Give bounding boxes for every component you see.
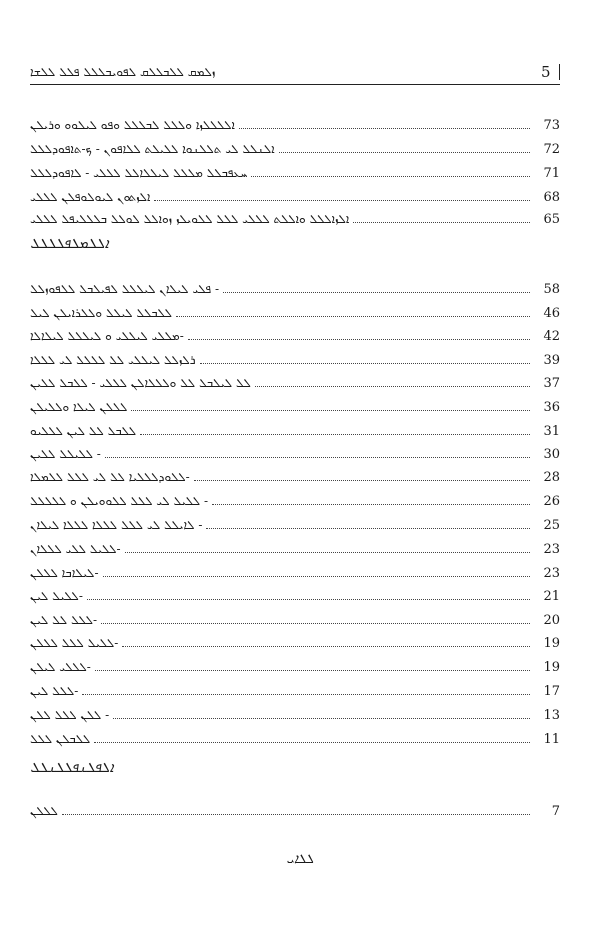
toc-entry[interactable]: ܠܠܝܠ ܠܝܢ- 21 [30, 588, 560, 604]
toc-entry[interactable]: ܠܠܒܠܢ ܠܠܠ 11 [30, 731, 560, 747]
toc-page-number: 20 [543, 612, 560, 628]
toc-entry[interactable]: ܠܠܝܠ ܠܠܠ ܠܠܠܢ- 19 [30, 635, 560, 651]
toc-page-number: 68 [543, 189, 560, 205]
toc-entry[interactable]: ܠܠܠܝ ܠܝܠܢ- 19 [30, 659, 560, 675]
header-page-number: 5 [541, 63, 560, 84]
toc-entry[interactable]: ܠܠܠ ܠܠ ܠܝܢ- 20 [30, 612, 560, 628]
toc-page-number: 31 [543, 423, 560, 439]
toc-page-number: 65 [543, 211, 560, 227]
toc-page-number: 36 [543, 399, 560, 415]
toc-entry[interactable]: ܡܠܠܝ ܠܝܠܠܝ ܘ ܠܝܠܠܠ ܠܝܠܐܠܐ- 42 [30, 328, 560, 344]
toc-entry[interactable]: ܠܠܢ ܠܠܠ ܠܠܢ - 13 [30, 707, 560, 723]
toc-page-number: 7 [551, 803, 560, 819]
toc-page-number: 72 [543, 141, 560, 157]
toc-page-number: 39 [543, 352, 560, 368]
header-title: ܙܠܡܩ ܠܠܒܠܠܩ ܠܦܘܝܒܠܠܠ ܦܠܠ ܠܠܫܐ [30, 65, 216, 79]
toc-page-number: 37 [543, 375, 560, 391]
toc-page-number: 17 [543, 683, 560, 699]
toc-page-number: 19 [543, 635, 560, 651]
page-header [30, 58, 560, 85]
toc-entry[interactable]: ܪܠܙܠܠ ܠܝܠܠܝ ܠܠ ܠܠܠܠ ܠܝ ܠܠܠܐ 39 [30, 352, 560, 368]
toc-page-number: 26 [543, 493, 560, 509]
toc-page-number: 58 [543, 281, 560, 297]
toc-entry[interactable]: ܐܠܢܠܠ ܠܝ ܬܠܠܢܘܐ ܠܠܝܠܬ ܠܠܐܦܘܢ - ܟ-ܬܐܦܘܕܠܠܠ 72 [30, 141, 560, 157]
toc-entry[interactable]: ܠܠܝܠܠ ܠܠܝܢ - 30 [30, 446, 560, 462]
toc-entry[interactable]: ܚܥܦܒܠܠ ܡܠܠܠ ܠܝܠܠܐܠܠ ܠܠܠܝ - ܠܐܦܘܕܠܠܠ 71 [30, 165, 560, 181]
section-heading: ܐܠܠܡܠܦܠܠܠܠ [30, 236, 109, 252]
toc-entry[interactable]: ܦܠܝ ܠܝܠܐܢ ܠܝܠܠܠ ܠܦܝܠܒܠ ܠܠܦܘܙܠܠ - 58 [30, 281, 560, 297]
toc-page-number: 42 [543, 328, 560, 344]
toc-entry[interactable]: ܠܠܘܕܠܠܠܝܐ ܠܠ ܠܝ ܠܠܠ ܠܠܡܠܐ- 28 [30, 469, 560, 485]
toc-page-number: 21 [543, 588, 560, 604]
toc-entry[interactable]: ܠܐܝܠܠ ܠܝ ܠܠܠ ܠܠܠܐ ܠܠܠܐ ܠܝܠܐܢ - 25 [30, 517, 560, 533]
toc-entry[interactable]: ܠܠܠ ܠܝܢ- 17 [30, 683, 560, 699]
footer-ornament: ܠܠܐܝ [286, 852, 314, 867]
toc-page-number: 28 [543, 469, 560, 485]
toc-entry[interactable]: ܠܠܒܠ ܠܠ ܠܝܢ ܠܠܠܝܘ 31 [30, 423, 560, 439]
toc-page-number: 73 [543, 117, 560, 133]
toc-page-number: 11 [543, 731, 560, 747]
section-heading: ܐܠܦܠܢܦܠܠܢܠܠ [30, 760, 114, 776]
toc-entry[interactable]: ܐܠܙܬܘܢ ܠܝܘܠܘܦܠܢ ܠܠܠܝ 68 [30, 189, 560, 205]
toc-page-number: 25 [543, 517, 560, 533]
toc-page-number: 19 [543, 659, 560, 675]
toc-page-number: 23 [543, 565, 560, 581]
toc-entry[interactable]: ܠܠܝܠ ܠܠܝ ܠܠܠܐܢ- 23 [30, 541, 560, 557]
toc-entry[interactable]: ܠܠ ܠܝܠܒܠ ܠܠ ܘܠܠܠܐܠܢ ܠܠܠܝ - ܠܠܒܠ ܠܠܝܢ 37 [30, 375, 560, 391]
toc-entry[interactable]: ܐܠܠܠܠܙܐ ܘܠܠܠ ܠܒܠܠܠ ܘܦܘ ܠܝܠܘܘ ܘܪܝܠܢ 73 [30, 117, 560, 133]
toc-page-number: 30 [543, 446, 560, 462]
toc-entry[interactable]: ܠܠܒܠܠ ܠܝܠܠ ܘܠܠܪܐܝܠܢ ܠܝܠ 46 [30, 305, 560, 321]
toc-page-number: 13 [543, 707, 560, 723]
toc-page-number: 46 [543, 305, 560, 321]
toc-entry[interactable]: ܠܠܠܢ 7 [30, 803, 560, 819]
toc-entry[interactable]: ܐܠܙܐܠܠܠ ܘܐܠܠܬ ܠܠܠܝ ܠܠܠ ܠܠܘܝܠܙ ܙܘܐܠܠ ܠܘܠܠ ܒܠܠܠܝܦܠ ܠܠܠܝ 65 [30, 211, 560, 227]
toc-page-number: 71 [543, 165, 560, 181]
toc-page-number: 23 [543, 541, 560, 557]
toc-entry[interactable]: ܠܝܠܐܒܐ ܠܠܠܢ- 23 [30, 565, 560, 581]
toc-entry[interactable]: ܠܠܝܠ ܠܝ ܠܠܠ ܠܠܘܘܝܠܢ ܘ ܠܠܠܠܠ - 26 [30, 493, 560, 509]
toc-entry[interactable]: ܠܠܠܢ ܠܝܠܐ ܘܠܠܝܠܢ 36 [30, 399, 560, 415]
